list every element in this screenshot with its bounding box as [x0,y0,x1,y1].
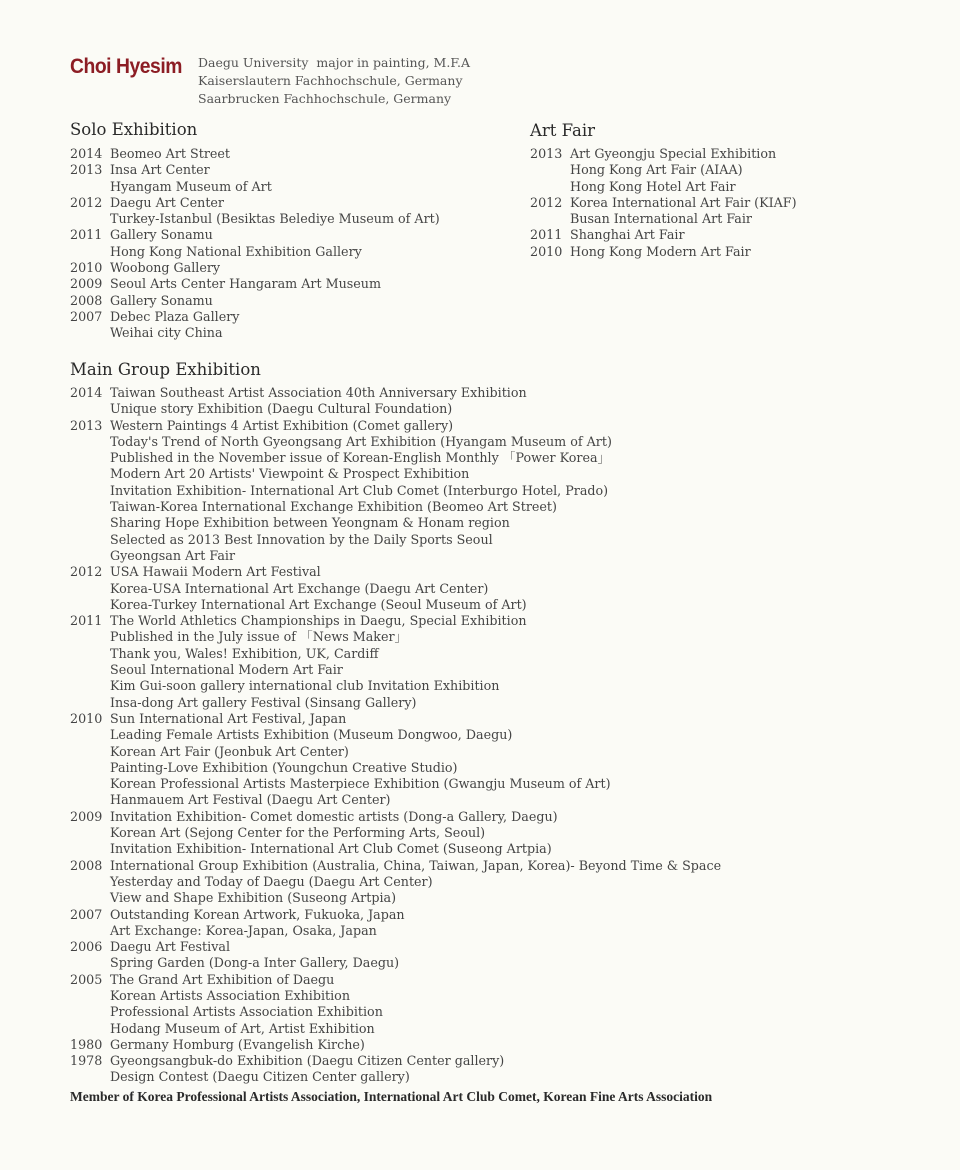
group-entry [70,385,721,401]
entry-text: Woobong Gallery [110,260,221,276]
group-entry [70,613,721,629]
group-entry [70,418,721,434]
entry-text: Spring Garden (Dong-a Inter Gallery, Daegu) [110,955,400,971]
entry-year [70,450,110,466]
entry-text: View and Shape Exhibition (Suseong Artpia) [110,890,397,906]
entry-text: Korean Art (Sejong Center for the Performing Arts, Seoul) [110,825,486,841]
entry-year: 2012 [70,194,103,210]
solo-entry [70,179,440,195]
group-entry [70,564,721,580]
group-entry [70,1004,721,1020]
entry-text: The Grand Art Exhibition of Daegu [110,971,335,987]
entry-year [70,923,110,939]
entry-text: Hong Kong Modern Art Fair [570,243,751,259]
entry-year: 2014 [70,146,103,161]
solo-entry [70,162,440,178]
group-entry [70,401,721,417]
entry-year: 2008 [70,857,103,873]
entry-text: Debec Plaza Gallery [110,308,240,324]
entry-text: Korean Art Fair (Jeonbuk Art Center) [110,743,349,759]
fair-entry [530,162,797,178]
group-entry [70,695,721,711]
education-line: Daegu University major in painting, M.F.A [198,55,471,70]
entry-text: Professional Artists Association Exhibition [110,1004,383,1020]
group-entry [70,923,721,939]
entry-year [530,162,570,178]
artist-name: Choi Hyesim [70,55,182,78]
entry-year [70,401,110,417]
group-entry [70,1021,721,1037]
group-entry [70,955,721,971]
group-entry [70,939,721,955]
group-entry [70,629,721,645]
entry-year: 2010 [530,243,563,259]
entry-text: Unique story Exhibition (Daegu Cultural Foundation) [110,401,453,417]
entry-text: Korea International Art Fair (KIAF) [570,194,797,210]
entry-year [70,597,110,613]
entry-year [70,434,110,450]
entry-text: Hong Kong Hotel Art Fair [570,178,736,194]
entry-text: Insa Art Center [110,162,210,178]
entry-text: Painting-Love Exhibition (Youngchun Creative Studio) [110,759,458,775]
entry-text: Leading Female Artists Exhibition (Museum Dongwoo, Daegu) [110,727,513,743]
entry-text: Published in the November issue of Korean-English Monthly 「Power Korea」 [110,450,611,466]
solo-entry [70,293,440,309]
entry-text: Sharing Hope Exhibition between Yeongnam & Honam region [110,515,510,531]
solo-entry [70,325,440,341]
group-entry [70,434,721,450]
entry-text: Invitation Exhibition- Comet domestic artists (Dong-a Gallery, Daegu) [110,808,558,824]
entry-year [70,515,110,531]
fair-entry [530,179,797,195]
entry-year [530,179,570,195]
fair-entry [530,244,797,260]
group-entry [70,597,721,613]
entry-text: Germany Homburg (Evangelish Kirche) [110,1036,365,1052]
group-entry [70,581,721,597]
entry-year: 1978 [70,1053,103,1069]
entry-text: Korea-USA International Art Exchange (Daegu Art Center) [110,580,489,596]
entry-year [70,244,110,260]
entry-year: 2013 [70,417,103,433]
entry-year: 2011 [70,613,103,629]
entry-year [70,1069,110,1085]
group-entry [70,1037,721,1053]
entry-text: International Group Exhibition (Australia, China, Taiwan, Japan, Korea)- Beyond Time & Space [110,857,722,873]
entry-text: Sun International Art Festival, Japan [110,710,347,726]
group-entry [70,450,721,466]
entry-text: Art Gyeongju Special Exhibition [570,146,777,161]
group-entry [70,711,721,727]
entry-text: Daegu Art Festival [110,939,231,955]
entry-year [70,874,110,890]
group-exhibition-list [70,385,721,1086]
group-entry [70,744,721,760]
entry-text: Seoul Arts Center Hangaram Art Museum [110,276,381,292]
entry-year [70,792,110,808]
entry-year: 2009 [70,808,103,824]
entry-year [70,646,110,662]
entry-year: 2013 [70,162,103,178]
entry-year [70,744,110,760]
solo-exhibition-list [70,146,440,342]
entry-year [70,678,110,694]
entry-year [70,727,110,743]
entry-year: 2014 [70,385,103,400]
entry-text: Taiwan-Korea International Exchange Exhibition (Beomeo Art Street) [110,499,557,515]
entry-year: 2012 [70,564,103,580]
solo-entry [70,195,440,211]
art-fair-heading: Art Fair [530,121,596,140]
entry-year [70,466,110,482]
entry-year: 2006 [70,939,103,955]
entry-text: Hyangam Museum of Art [110,178,272,194]
entry-year: 2011 [530,227,563,243]
entry-text: Yesterday and Today of Daegu (Daegu Art Center) [110,873,433,889]
entry-year [530,211,570,227]
fair-entry [530,211,797,227]
entry-text: Hong Kong Art Fair (AIAA) [570,162,743,178]
education-block [198,54,470,108]
group-entry [70,825,721,841]
entry-text: Daegu Art Center [110,194,224,210]
group-entry [70,792,721,808]
entry-text: Beomeo Art Street [110,146,231,161]
entry-year [70,1021,110,1037]
entry-text: Kim Gui-soon gallery international club Invitation Exhibition [110,678,500,694]
entry-text: Hodang Museum of Art, Artist Exhibition [110,1020,375,1036]
entry-text: Invitation Exhibition- International Art Club Comet (Suseong Artpia) [110,841,552,857]
group-entry [70,874,721,890]
entry-text: USA Hawaii Modern Art Festival [110,564,321,580]
group-entry [70,858,721,874]
group-entry [70,1069,721,1085]
entry-year [70,662,110,678]
entry-year [70,548,110,564]
entry-year [70,325,110,341]
entry-text: Taiwan Southeast Artist Association 40th Anniversary Exhibition [110,385,527,400]
entry-text: Busan International Art Fair [570,211,752,227]
entry-text: Insa-dong Art gallery Festival (Sinsang Gallery) [110,694,417,710]
group-entry [70,809,721,825]
entry-text: Published in the July issue of 「News Maker」 [110,629,408,645]
entry-text: Thank you, Wales! Exhibition, UK, Cardiff [110,645,379,661]
entry-text: Turkey-Istanbul (Besiktas Belediye Museum of Art) [110,211,440,227]
entry-text: Weihai city China [110,325,223,341]
art-fair-list [530,146,797,260]
group-entry [70,515,721,531]
entry-text: Western Paintings 4 Artist Exhibition (Comet gallery) [110,417,454,433]
entry-text: Hanmauem Art Festival (Daegu Art Center) [110,792,391,808]
group-entry [70,678,721,694]
group-entry [70,646,721,662]
solo-entry [70,260,440,276]
entry-year [70,841,110,857]
entry-year [70,695,110,711]
entry-text: Design Contest (Daegu Citizen Center gallery) [110,1069,410,1085]
membership-footer: Member of Korea Professional Artists Association, International Art Club Comet, Korean Fine Arts Association [70,1089,713,1104]
group-entry [70,907,721,923]
solo-exhibition-heading: Solo Exhibition [70,120,198,139]
entry-year: 2010 [70,710,103,726]
entry-year [70,483,110,499]
entry-text: Invitation Exhibition- International Art Club Comet (Interburgo Hotel, Prado) [110,482,609,498]
entry-text: Korea-Turkey International Art Exchange (Seoul Museum of Art) [110,596,527,612]
entry-year [70,890,110,906]
entry-text: Korean Artists Association Exhibition [110,987,350,1003]
entry-year: 2013 [530,146,563,161]
entry-text: Modern Art 20 Artists' Viewpoint & Prospect Exhibition [110,466,470,482]
group-entry [70,776,721,792]
solo-entry [70,227,440,243]
entry-text: The World Athletics Championships in Daegu, Special Exhibition [110,613,527,629]
solo-entry [70,244,440,260]
entry-year [70,760,110,776]
entry-year [70,499,110,515]
group-exhibition-heading: Main Group Exhibition [70,360,261,379]
group-entry [70,972,721,988]
fair-entry [530,195,797,211]
entry-text: Gallery Sonamu [110,227,213,243]
entry-year: 2007 [70,308,103,324]
entry-year: 2010 [70,260,103,276]
entry-year [70,629,110,645]
entry-year: 2005 [70,971,103,987]
entry-text: Korean Professional Artists Masterpiece Exhibition (Gwangju Museum of Art) [110,776,611,792]
entry-text: Outstanding Korean Artwork, Fukuoka, Japan [110,906,405,922]
group-entry [70,499,721,515]
entry-year [70,1004,110,1020]
education-line: Kaiserslautern Fachhochschule, Germany [198,73,463,88]
entry-text: Shanghai Art Fair [570,227,685,243]
group-entry [70,662,721,678]
fair-entry [530,146,797,162]
group-entry [70,890,721,906]
entry-year [70,179,110,195]
fair-entry [530,227,797,243]
entry-text: Selected as 2013 Best Innovation by the Daily Sports Seoul [110,531,493,547]
entry-text: Seoul International Modern Art Fair [110,662,343,678]
entry-year [70,211,110,227]
entry-year: 2012 [530,194,563,210]
entry-text: Hong Kong National Exhibition Gallery [110,243,362,259]
group-entry [70,727,721,743]
group-entry [70,841,721,857]
entry-year: 2007 [70,906,103,922]
entry-text: Today's Trend of North Gyeongsang Art Exhibition (Hyangam Museum of Art) [110,433,612,449]
solo-entry [70,146,440,162]
entry-year [70,581,110,597]
entry-year [70,532,110,548]
entry-year [70,825,110,841]
group-entry [70,760,721,776]
group-entry [70,466,721,482]
entry-year [70,988,110,1004]
solo-entry [70,276,440,292]
entry-year: 2009 [70,276,103,292]
entry-text: Gallery Sonamu [110,292,213,308]
entry-year: 2011 [70,227,103,243]
group-entry [70,988,721,1004]
group-entry [70,548,721,564]
group-entry [70,532,721,548]
entry-text: Gyeongsangbuk-do Exhibition (Daegu Citizen Center gallery) [110,1053,505,1069]
education-line: Saarbrucken Fachhochschule, Germany [198,91,452,106]
group-entry [70,483,721,499]
entry-year: 1980 [70,1036,103,1052]
entry-year [70,955,110,971]
entry-text: Gyeongsan Art Fair [110,547,236,563]
solo-entry [70,309,440,325]
group-entry [70,1053,721,1069]
entry-year: 2008 [70,292,103,308]
solo-entry [70,211,440,227]
entry-year [70,776,110,792]
entry-text: Art Exchange: Korea-Japan, Osaka, Japan [110,922,377,938]
